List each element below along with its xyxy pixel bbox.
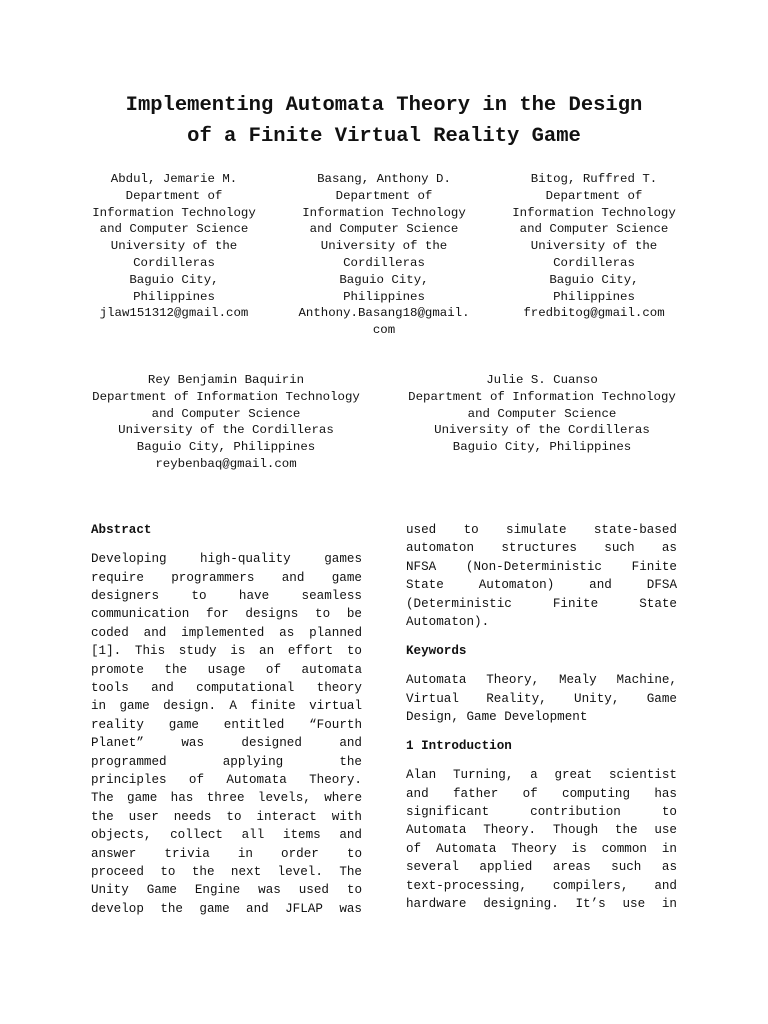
- abstract-text: [91, 550, 362, 918]
- author-location-line: Baguio City,: [549, 272, 639, 287]
- author-email: com: [372, 323, 396, 338]
- paper-title: [60, 90, 708, 152]
- author-affiliation-line: and Computer Science: [151, 406, 301, 421]
- text-line: reality game entitled “Fourth: [91, 717, 362, 732]
- author-affiliation-line: and Computer Science: [467, 406, 617, 421]
- author-name: Basang, Anthony D.: [317, 172, 451, 186]
- author-affiliation-line: Information Technology: [302, 205, 466, 220]
- text-line: coded and implemented as planned: [91, 625, 362, 640]
- author-email: reybenbaq@gmail.com: [155, 456, 297, 471]
- author-location-line: Baguio City, Philippines: [136, 440, 316, 455]
- author-affiliation-line: and Computer Science: [309, 222, 459, 237]
- author-name: Bitog, Ruffred T.: [530, 172, 658, 186]
- text-line: The game has three levels, where: [91, 791, 362, 806]
- text-line: text-processing, compilers, and: [406, 878, 677, 893]
- text-line: Unity Game Engine was used to: [91, 883, 362, 898]
- text-line: Planet” was designed and: [91, 736, 362, 751]
- introduction-heading: 1 Introduction: [406, 739, 512, 754]
- text-line: tools and computational theory: [91, 680, 362, 695]
- text-line: Developing high-quality games: [91, 552, 362, 567]
- author-affiliation-line: Information Technology: [92, 205, 256, 220]
- text-line: and father of computing has: [406, 786, 677, 801]
- text-line: programmed applying the: [91, 754, 362, 769]
- author-name: Rey Benjamin Baquirin: [147, 373, 305, 387]
- author-location-line: Baguio City,: [339, 272, 429, 287]
- text-line: the user needs to interact with: [91, 809, 362, 824]
- text-line: automaton structures such as: [406, 541, 677, 556]
- title-line-1: Implementing Automata Theory in the Design: [125, 94, 643, 117]
- author-block-basang: [274, 171, 494, 339]
- text-line: Automaton).: [406, 615, 490, 630]
- author-location-line: Philippines: [343, 289, 425, 304]
- text-line: proceed to the next level. The: [91, 865, 362, 879]
- text-line: Design, Game Development: [406, 710, 588, 725]
- author-affiliation-line: and Computer Science: [99, 222, 249, 237]
- author-location-line: Baguio City,: [129, 272, 219, 287]
- introduction-text: [406, 766, 677, 913]
- text-line: Alan Turning, a great scientist: [406, 768, 677, 783]
- text-line: in game design. A finite virtual: [91, 699, 362, 714]
- author-location-line: Philippines: [133, 289, 215, 304]
- text-line: promote the usage of automata: [91, 662, 362, 677]
- text-line: [1]. This study is an effort to: [91, 644, 362, 659]
- author-block-abdul: [64, 171, 284, 322]
- text-line: significant contribution to: [406, 805, 677, 820]
- author-affiliation-line: Department of Information Technology: [92, 389, 360, 404]
- author-affiliation-line: University of the: [110, 239, 238, 254]
- text-line: several applied areas such as: [406, 860, 677, 875]
- text-line: of Automata Theory is common in: [406, 841, 677, 856]
- text-line: develop the game and JFLAP was: [91, 901, 362, 916]
- text-line: Automata Theory, Mealy Machine,: [406, 673, 677, 688]
- text-line: Virtual Reality, Unity, Game: [406, 691, 677, 706]
- text-line: hardware designing. It’s use in: [406, 897, 677, 912]
- author-email: jlaw151312@gmail.com: [99, 306, 249, 321]
- author-affiliation-line: Department of: [125, 188, 223, 203]
- author-location-line: Philippines: [553, 289, 635, 304]
- author-affiliation-line: Department of: [545, 188, 643, 203]
- author-block-baquirin: [86, 372, 366, 473]
- abstract-heading: Abstract: [91, 523, 152, 537]
- keywords-heading: Keywords: [406, 644, 467, 659]
- author-block-cuanso: [402, 372, 682, 456]
- author-block-bitog: [484, 171, 704, 322]
- author-affiliation-line: University of the Cordilleras: [118, 423, 334, 438]
- text-line: used to simulate state-based: [406, 523, 677, 537]
- text-line: Automata Theory. Though the use: [406, 823, 677, 838]
- author-affiliation-line: Cordilleras: [553, 255, 635, 270]
- author-affiliation-line: Information Technology: [512, 205, 676, 220]
- author-email: Anthony.Basang18@gmail.: [298, 306, 470, 321]
- left-column: [91, 521, 362, 918]
- text-line: principles of Automata Theory.: [91, 772, 362, 787]
- text-line: (Deterministic Finite State: [406, 596, 677, 611]
- author-affiliation-line: University of the: [320, 239, 448, 254]
- author-affiliation-line: Department of: [335, 188, 433, 203]
- title-line-2: of a Finite Virtual Reality Game: [187, 125, 581, 148]
- author-affiliation-line: University of the Cordilleras: [434, 423, 650, 438]
- text-line: answer trivia in order to: [91, 846, 362, 861]
- author-affiliation-line: University of the: [530, 239, 658, 254]
- author-affiliation-line: Department of Information Technology: [408, 389, 676, 404]
- text-line: communication for designs to be: [91, 607, 362, 622]
- text-line: NFSA (Non-Deterministic Finite: [406, 559, 677, 574]
- text-line: require programmers and game: [91, 570, 362, 585]
- author-affiliation-line: Cordilleras: [343, 255, 425, 270]
- text-line: State Automaton) and DFSA: [406, 578, 677, 593]
- text-line: designers to have seamless: [91, 588, 362, 603]
- author-affiliation-line: and Computer Science: [519, 222, 669, 237]
- author-email: fredbitog@gmail.com: [523, 306, 665, 321]
- right-column: [406, 521, 677, 913]
- abstract-continued-text: [406, 521, 677, 631]
- keywords-text: [406, 671, 677, 726]
- author-location-line: Baguio City, Philippines: [452, 440, 632, 455]
- author-name: Julie S. Cuanso: [486, 373, 598, 387]
- author-name: Abdul, Jemarie M.: [110, 172, 238, 186]
- author-affiliation-line: Cordilleras: [133, 255, 215, 270]
- text-line: objects, collect all items and: [91, 828, 362, 843]
